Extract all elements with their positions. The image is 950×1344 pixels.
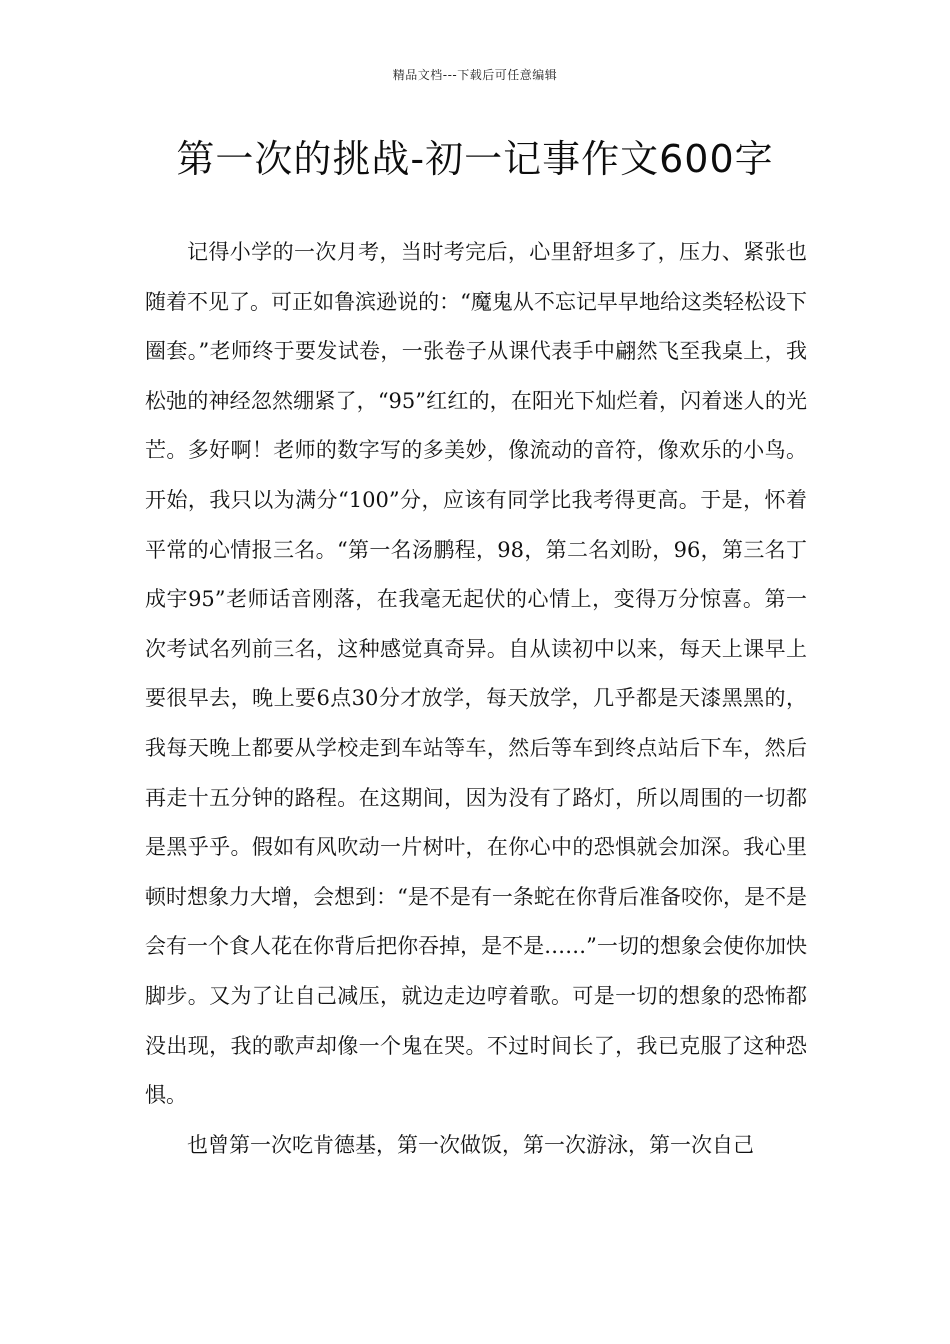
document-title: 第一次的挑战-初一记事作文600字 [176,137,774,181]
paragraph-2: 也曾第一次吃肯德基，第一次做饭，第一次游泳，第一次自己 [187,1132,754,1157]
paragraph-1: 记得小学的一次月考，当时考完后，心里舒坦多了，压力、紧张也随着不见了。可正如鲁滨逊说的：“魔鬼从不忘记早早地给这类轻松设下圈套。”老师终于要发试卷，一张卷子从课代表手中翩然飞至我桌上，我松弛的神经忽然绷紧了，“95”红红的，在阳光下灿烂着，闪着迷人的光芒。多好啊！老师的数字写的多美妙，像流动的音符，像欢乐的小鸟。开始，我只以为满分“100”分，应该有同学比我考得更高。于是，怀着平常的心情报三名。“第一名汤鹏程，98，第二名刘盼，96，第三名丁成宇95”老师话音刚落，在我毫无起伏的心情上，变得万分惊喜。第一次考试名列前三名，这种感觉真奇异。自从读初中以来，每天上课早上要很早去，晚上要6点30分才放学，每天放学，几乎都是天漆黑黑的，我每天晚上都要从学校走到车站等车，然后等车到终点站后下车，然后再走十五分钟的路程。在这期间，因为没有了路灯，所以周围的一切都是黑乎乎。假如有风吹动一片树叶，在你心中的恐惧就会加深。我心里顿时想象力大增，会想到：“是不是有一条蛇在你背后准备咬你，是不是会有一个食人花在你背后把你吞掉，是不是……”一切的想象会使你加快脚步。又为了让自己减压，就边走边哼着歌。可是一切的想象的恐怖都没出现，我的歌声却像一个鬼在哭。不过时间长了，我已克服了这种恐惧。 [145,240,807,1108]
header-note: 精品文档---下载后可任意编辑 [392,68,558,82]
document-body [145,228,807,1170]
